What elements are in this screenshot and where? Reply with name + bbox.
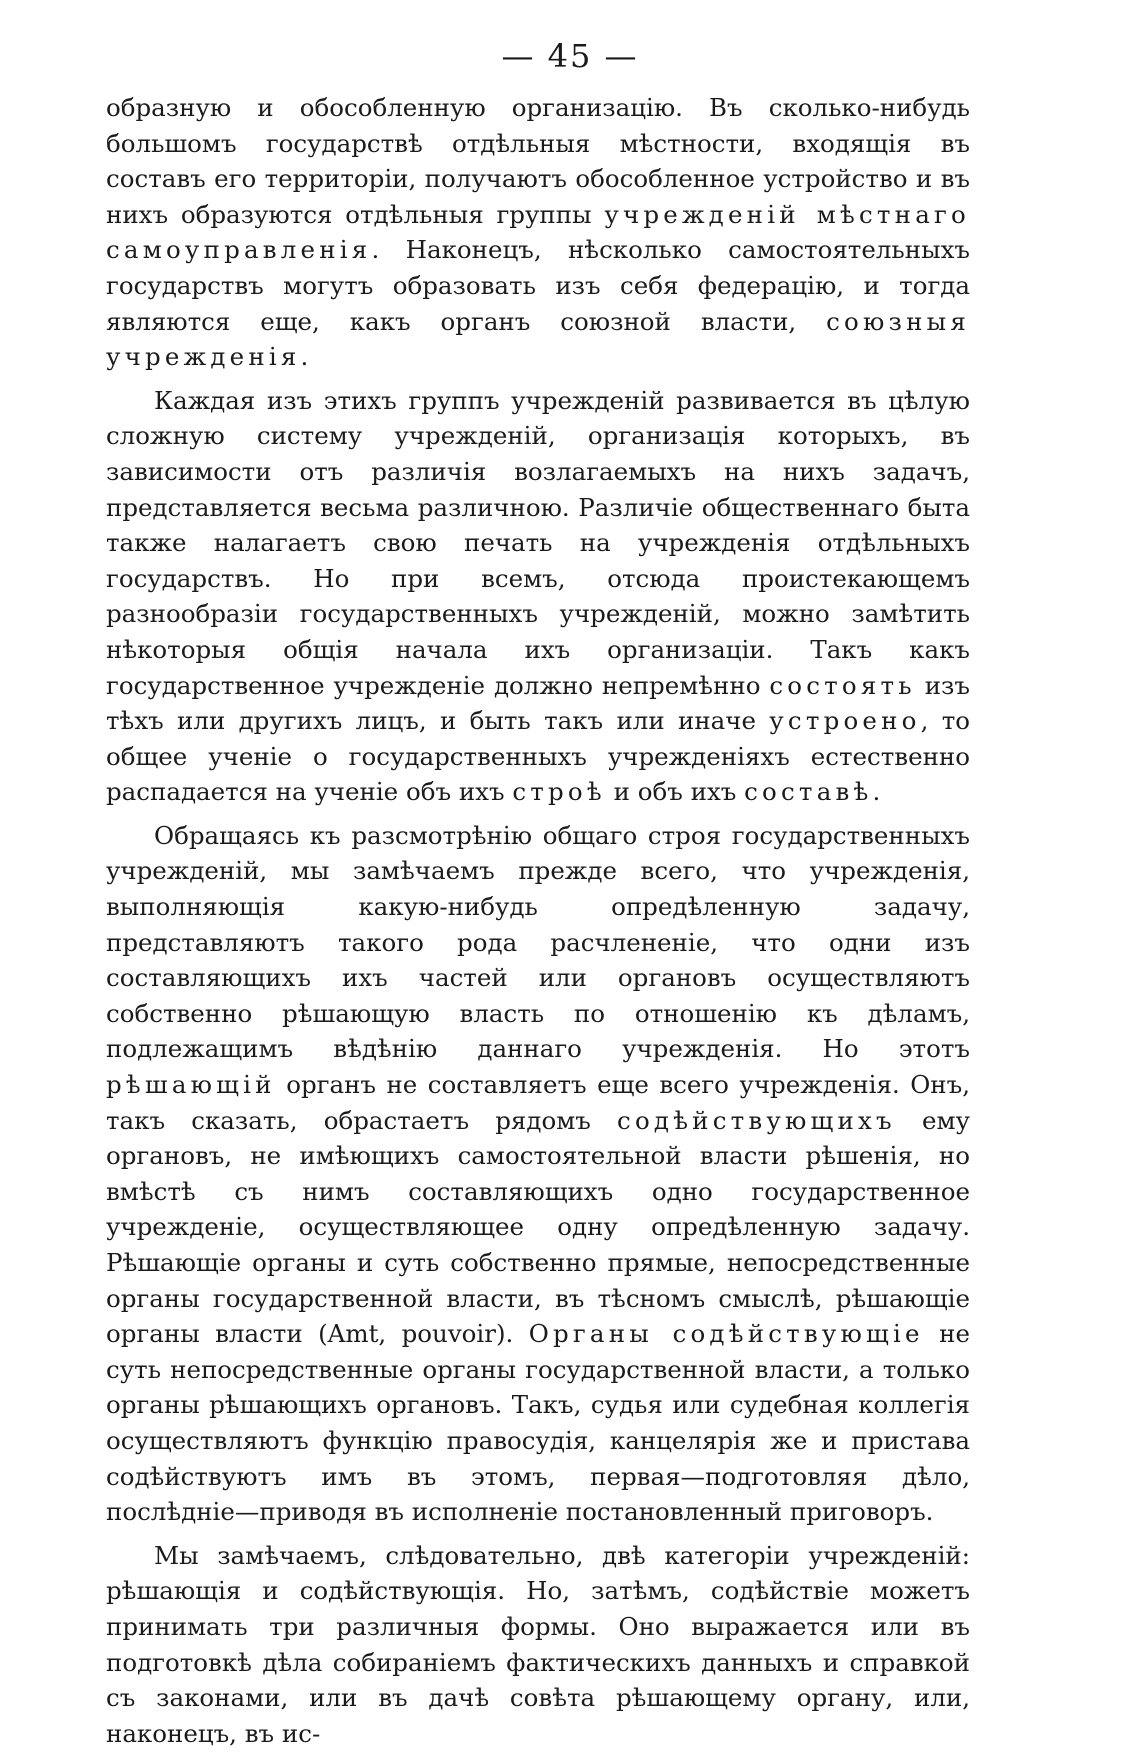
paragraph-3	[106, 818, 970, 1530]
text-run: образную и обособленную организацію. Въ сколько-нибудь большомъ государствѣ отдѣльныя мѣстности, входящія въ составъ его территоріи, получаютъ обособленное устройство и въ нихъ образуются отдѣльныя группы	[106, 93, 970, 229]
text-run: Обращаясь къ разсмотрѣнію общаго строя государственныхъ учрежденій, мы замѣчаемъ прежде всего, что учрежденія, выполняющія какую-нибудь опредѣленную задачу, представляютъ такого рода расчлененіе, что одни изъ составляющихъ ихъ частей или органовъ осуществляютъ собственно рѣшающую власть по отношенію къ дѣламъ, подлежащимъ вѣдѣнію даннаго учрежденія. Но этотъ	[106, 820, 970, 1064]
spaced-term: устроено	[769, 706, 921, 736]
text-run: , то общее ученіе о государственныхъ учрежденіяхъ естественно распадается на ученіе объ ихъ	[106, 706, 970, 807]
paragraph-1	[106, 90, 970, 375]
text-run: .	[300, 342, 309, 372]
spaced-term: рѣшающій	[106, 1070, 276, 1100]
text-run: и объ ихъ	[605, 777, 745, 807]
text-run: органъ не составляетъ еще всего учрежденія. Онъ, такъ сказать, обрастаетъ рядомъ	[106, 1070, 970, 1135]
page-number: — 45 —	[501, 37, 639, 75]
text-run: Мы замѣчаемъ, слѣдовательно, двѣ категоріи учрежденій: рѣшающія и содѣйствующія. Но, затѣмъ, содѣйствіе можетъ принимать три различныя формы. Оно выражается или въ подготовкѣ дѣла собираніемъ фактическихъ данныхъ и справкой съ законами, или въ дачѣ совѣта рѣшающему органу, или, наконецъ, въ ис-	[106, 1540, 970, 1748]
text-run: ему органовъ, не имѣющихъ самостоятельной власти рѣшенія, но вмѣстѣ съ нимъ составляющихъ одно государственное учрежденіе, осуществляющее одну опредѣленную задачу. Рѣшающіе органы и суть собственно прямые, непосредственные органы государственной власти, въ тѣсномъ смыслѣ, рѣшающіе органы власти (Amt, pouvoir).	[106, 1105, 971, 1349]
paragraph-2	[106, 383, 970, 810]
spaced-term: учрежденій мѣстнаго самоуправленія	[106, 199, 970, 265]
text-run: изъ тѣхъ или другихъ лицъ, и быть такъ или иначе	[106, 670, 970, 736]
spaced-term: составѣ	[744, 777, 873, 807]
text-run: Каждая изъ этихъ группъ учрежденій развивается въ цѣлую сложную систему учрежденій, организація которыхъ, въ зависимости отъ различія возлагаемыхъ на нихъ задачъ, представляется весьма различною. Различіе общественнаго быта также налагаетъ свою печать на учрежденія отдѣльныхъ государствъ. Но при всемъ, отсюда проистекающемъ разнообразіи государственныхъ учрежденій, можно замѣтить нѣкоторыя общія начала ихъ организаціи. Такъ какъ государственное учрежденіе должно непремѣнно	[106, 385, 970, 700]
text-run: не суть непосредственные органы государственной власти, а только органы рѣшающихъ органовъ. Такъ, судья или судебная коллегія осуществляютъ функцію правосудія, канцелярія же и пристава содѣйствуютъ имъ въ этомъ, первая—подготовляя дѣло, послѣдніе—приводя въ исполненіе постановленный приговоръ.	[106, 1319, 970, 1527]
spaced-term: содѣйствующихъ	[617, 1105, 896, 1135]
text-run: .	[872, 777, 881, 807]
spaced-term: Органы содѣйствующіе	[528, 1319, 924, 1349]
text-run: . Наконецъ, нѣсколько самостоятельныхъ государствъ могутъ образовать изъ себя федерацію, и тогда являются еще, какъ органъ союзной власти,	[106, 235, 970, 336]
spaced-term: строѣ	[512, 777, 606, 807]
page-body	[106, 90, 970, 1759]
spaced-term: состоять	[769, 670, 916, 700]
paragraph-4	[106, 1538, 970, 1752]
spaced-term: союзныя учрежденія	[106, 306, 970, 372]
